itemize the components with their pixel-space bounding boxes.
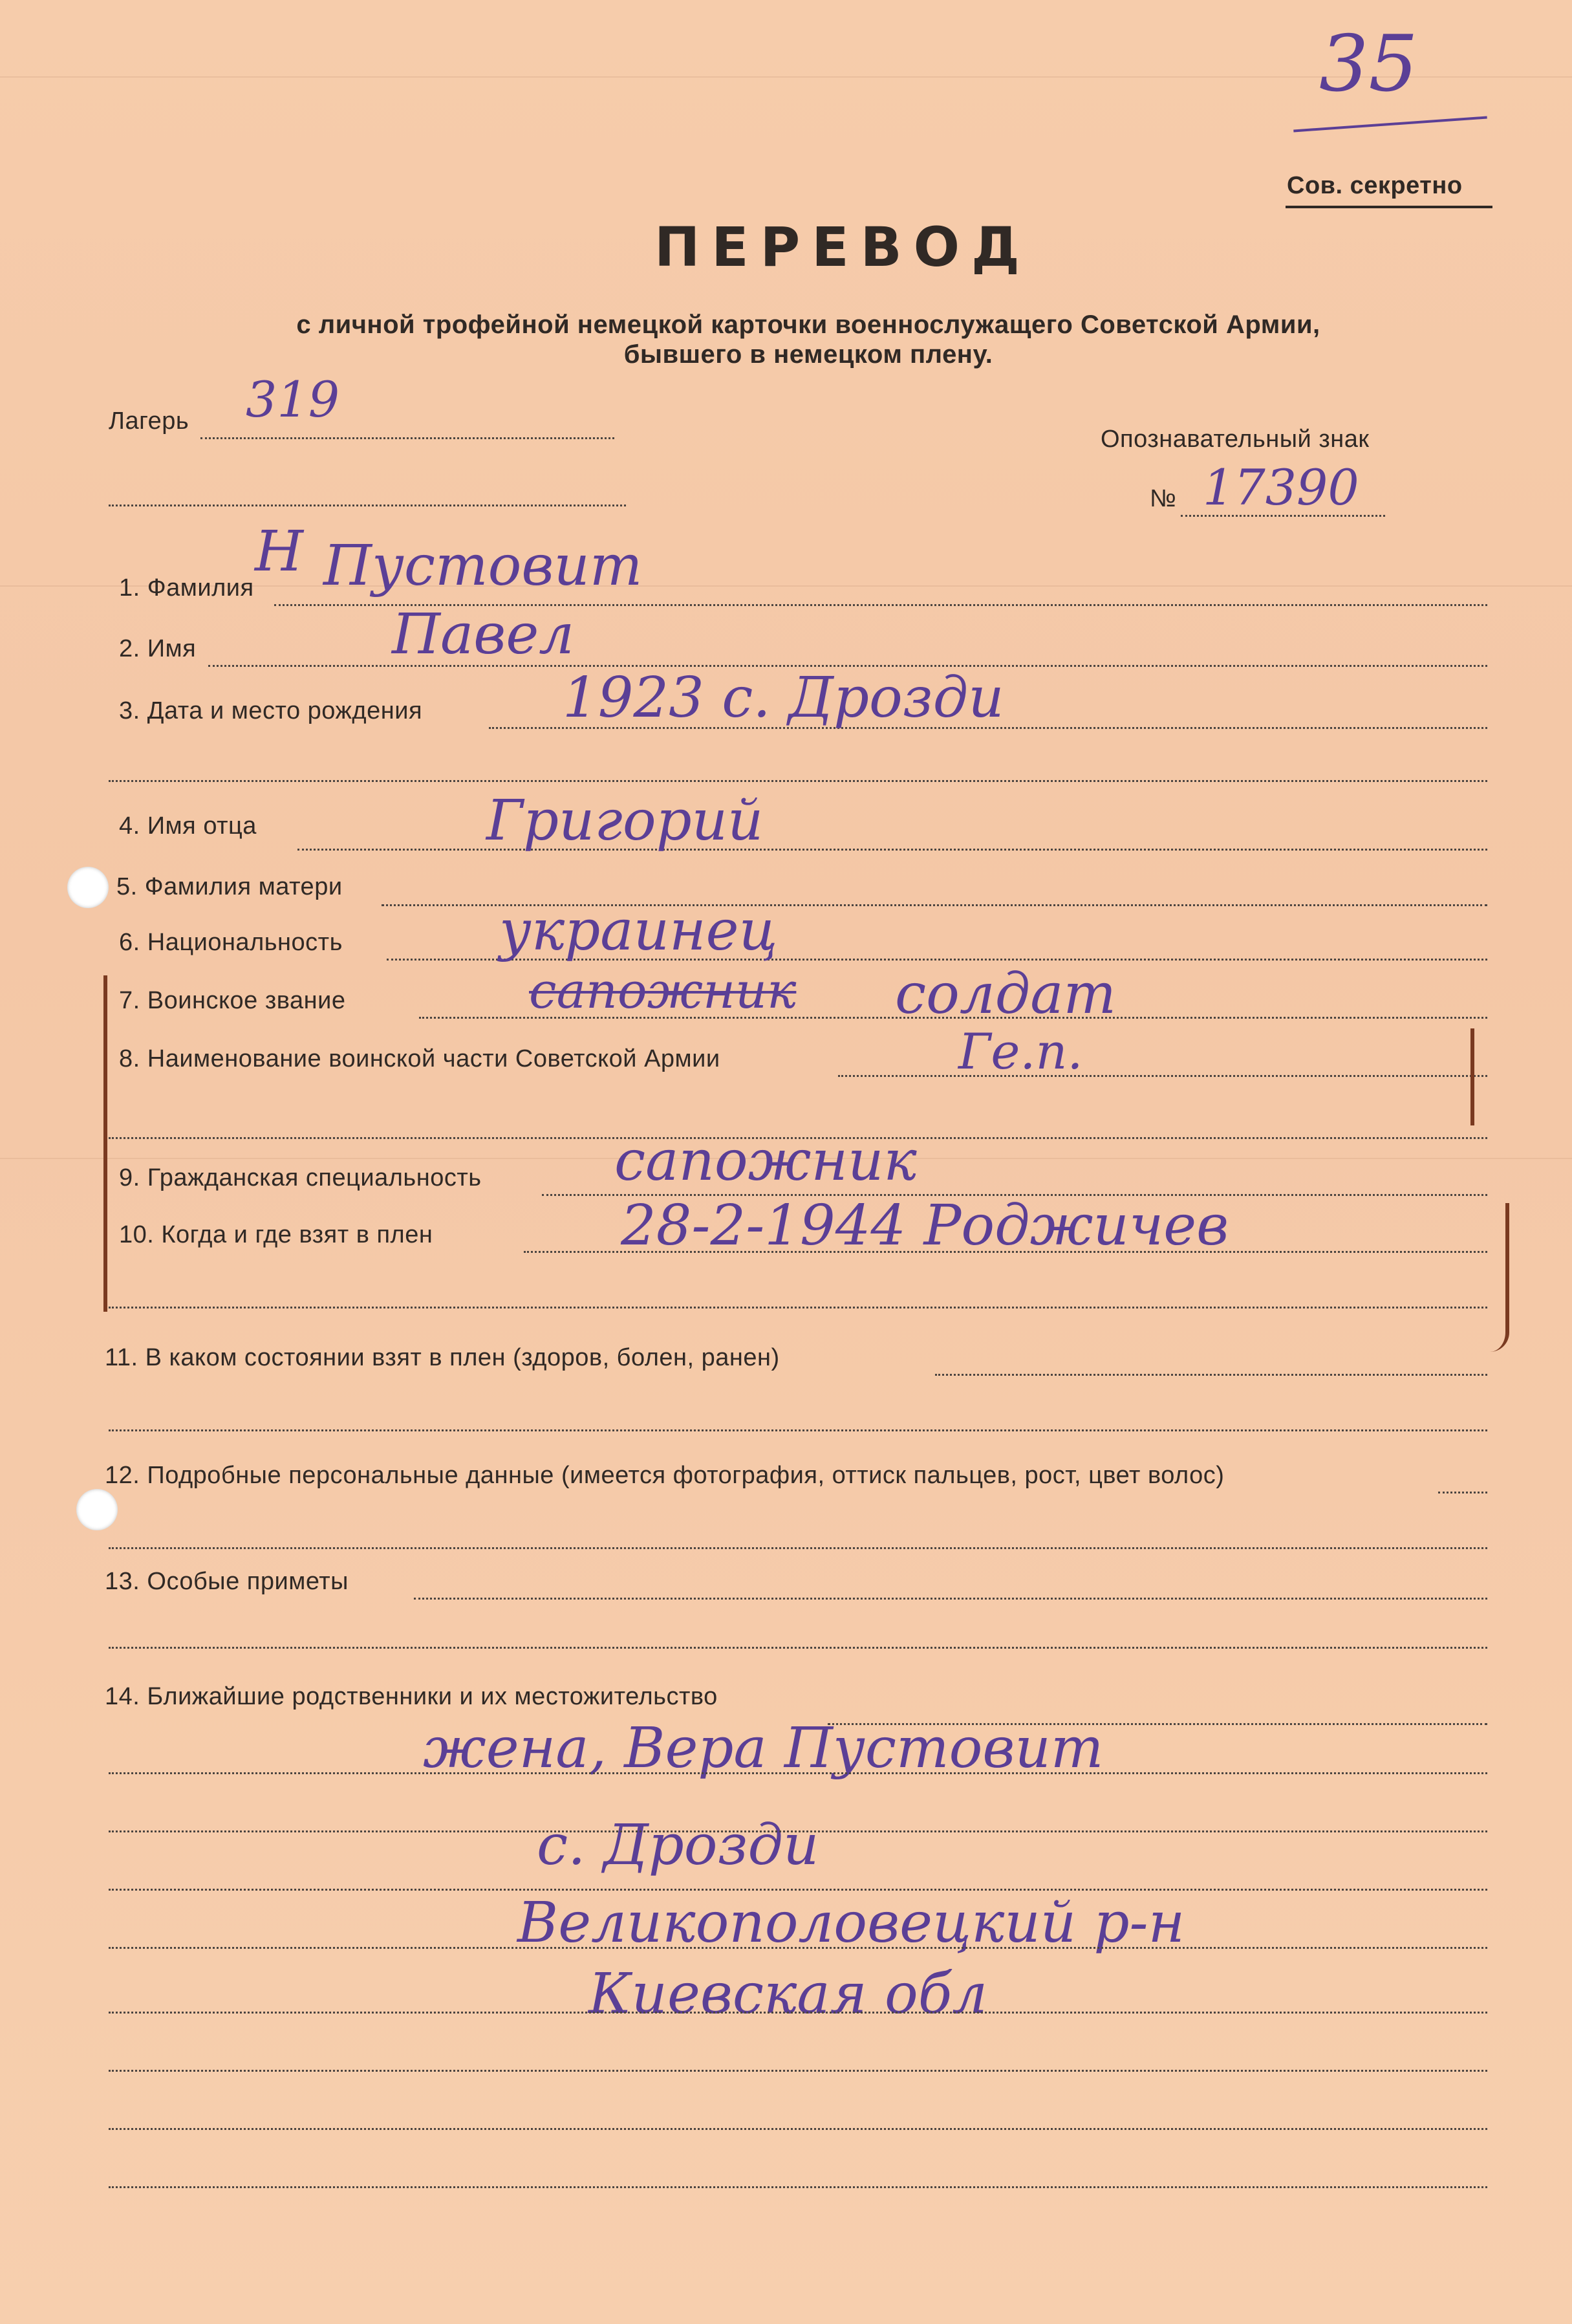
relatives-line-rule [109,2128,1487,2130]
field-7-struck-value: сапожник [529,962,797,1019]
field-7-value: солдат [895,962,1117,1026]
camp-value: 319 [246,371,340,428]
field-9-label: 9. Гражданская специальность [119,1164,482,1191]
pencil-bracket-right-bottom [1467,1203,1509,1352]
field-2-label: 2. Имя [119,635,197,662]
page-number-underline [1293,116,1487,133]
field-1-prefix: Н [255,519,303,584]
relatives-line-4: Киевская обл [588,1962,987,2026]
field-6-label: 6. Национальность [119,929,343,956]
relatives-line-rule [109,2186,1487,2188]
subtitle-line-2: бывшего в немецком плену. [623,340,993,369]
punch-hole [67,867,109,908]
id-tag-value: 17390 [1203,459,1359,516]
field-3-label: 3. Дата и место рождения [119,697,423,724]
field-13-line-2 [109,1647,1487,1649]
relatives-line-rule [109,1889,1487,1891]
field-3-line-2 [109,780,1487,782]
relatives-line-1: жена, Вера Пустовит [423,1716,1104,1781]
field-5-label: 5. Фамилия матери [116,873,343,900]
field-11-line-2 [109,1429,1487,1431]
id-tag-number-sign: № [1150,485,1177,512]
field-4-value: Григорий [486,788,764,853]
punch-hole [76,1489,118,1530]
classification-stamp: Сов. секретно [1287,172,1463,199]
relatives-line-rule [109,1772,1487,1774]
field-10-value: 28-2-1944 Роджичев [621,1193,1229,1258]
field-2-value: Павел [392,602,574,667]
field-8-value: Ге.п. [958,1023,1083,1080]
camp-line [200,437,614,439]
page-number: 35 [1319,19,1418,109]
relatives-line-rule [109,1830,1487,1832]
relatives-line-rule [109,2070,1487,2072]
field-8-label: 8. Наименование воинской части Советской Армии [119,1045,720,1072]
field-1-label: 1. Фамилия [119,574,254,602]
camp-line-2 [109,505,626,506]
field-12-line-2 [109,1547,1487,1549]
relatives-line-2: с. Дрозди [537,1813,819,1878]
field-10-line-2 [109,1307,1487,1309]
subtitle-line-1: с личной трофейной немецкой карточки военнослужащего Советской Армии, [296,310,1320,339]
field-9-value: сапожник [614,1129,917,1193]
field-4-line [297,849,1487,851]
field-8-line [838,1075,1487,1077]
id-tag-label: Опознавательный знак [1101,426,1370,453]
field-4-label: 4. Имя отца [119,812,257,840]
camp-label: Лагерь [109,407,189,435]
field-1-value: Пустовит [323,534,643,598]
field-13-label: 13. Особые приметы [105,1568,349,1595]
field-11-line [935,1374,1487,1376]
page-title: ПЕРЕВОД [654,215,1031,279]
relatives-line-3: Великополовецкий р-н [517,1891,1185,1955]
field-7-label: 7. Воинское звание [119,987,346,1014]
field-6-value: украинец [499,898,778,963]
pencil-bracket-left [103,975,166,1312]
pencil-bracket-right-top [1452,1028,1474,1125]
field-10-label: 10. Когда и где взят в плен [119,1221,433,1248]
field-14-label: 14. Ближайшие родственники и их местожительство [105,1683,718,1710]
field-13-line [414,1598,1487,1600]
field-12-line [1438,1492,1487,1493]
field-11-label: 11. В каком состоянии взят в плен (здоров, болен, ранен) [105,1344,780,1371]
relatives-line-rule [109,2012,1487,2014]
classification-underline [1286,206,1492,208]
field-3-value: 1923 с. Дрозди [563,666,1004,730]
relatives-line-rule [109,1947,1487,1949]
field-12-label: 12. Подробные персональные данные (имеется фотография, оттиск пальцев, рост, цвет волос) [105,1462,1225,1489]
